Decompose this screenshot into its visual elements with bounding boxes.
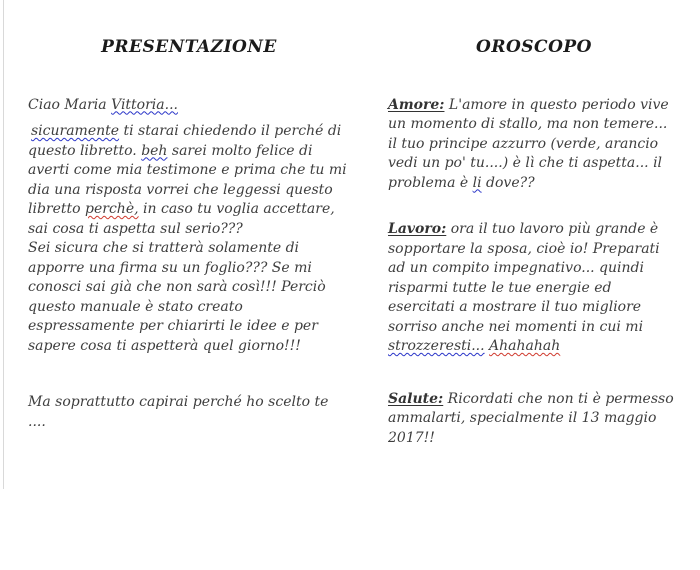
amore-paragraph xyxy=(388,96,680,194)
right-page-title: OROSCOPO xyxy=(476,37,592,57)
misspelled-word-sicuramente: sicuramente xyxy=(31,123,120,139)
intro-text-2: sarei molto felice di averti come mia testimone e prima che tu mi dia una risposta vorrei che leggessi questo libretto xyxy=(28,142,347,217)
right-page xyxy=(388,38,680,448)
lavoro-paragraph xyxy=(388,220,680,357)
amore-section-label: Amore: xyxy=(388,96,445,113)
warning-paragraph xyxy=(28,239,350,356)
greeting-text: Ciao Maria xyxy=(28,96,112,113)
misspelled-word-ahahahah: Ahahahah xyxy=(489,338,561,354)
warning-text: Sei sicura che si tratterà solamente di apporre una firma su un foglio??? Se mi conosci sai già che non sarà così!!! Perciò questo manuale è stato creato espressamente per chiarirti le idee e per sapere cosa ti aspetterà quel giorno!!! xyxy=(28,240,326,354)
amore-text-2: dove?? xyxy=(481,174,535,191)
salute-section-label: Salute: xyxy=(388,390,444,407)
closing-text: Ma soprattutto capirai perché ho scelto te .... xyxy=(28,394,329,430)
left-page-title: PRESENTAZIONE xyxy=(101,37,277,57)
left-page xyxy=(28,38,350,432)
salute-text-1: Ricordati che non ti è permesso ammalarti, specialmente il 13 maggio 2017!! xyxy=(388,390,674,446)
greeting-paragraph xyxy=(28,96,350,116)
page-edge-line xyxy=(3,0,4,489)
misspelled-word-li: li xyxy=(472,174,482,191)
intro-paragraph xyxy=(28,122,350,239)
misspelled-word-perche: perchè, xyxy=(85,201,139,217)
misspelled-word-strozzeresti: strozzeresti... xyxy=(388,338,485,354)
intro-text-1: ti starai chiedendo il perché di questo libretto. xyxy=(28,123,342,159)
lavoro-section-label: Lavoro: xyxy=(388,221,447,237)
intro-text-3: in caso tu voglia accettare, sai cosa ti aspetta sul serio??? xyxy=(28,201,335,237)
misspelled-word-beh: beh xyxy=(141,142,168,159)
misspelled-word-vittoria: Vittoria... xyxy=(111,96,178,113)
closing-paragraph xyxy=(28,393,350,432)
salute-paragraph xyxy=(388,390,680,449)
lavoro-text-1: ora il tuo lavoro più grande è sopportare la sposa, cioè io! Preparati ad un compito impegnativo... quindi risparmi tutte le tue energie ed esercitati a mostrare il tuo migliore sorriso anche nei momenti in cui mi xyxy=(388,221,660,335)
amore-text-1: L'amore in questo periodo vive un momento di stallo, ma non temere... il tuo principe azzurro (verde, arancio vedi un po' tu....) è lì che ti aspetta... il problema è xyxy=(388,96,669,191)
